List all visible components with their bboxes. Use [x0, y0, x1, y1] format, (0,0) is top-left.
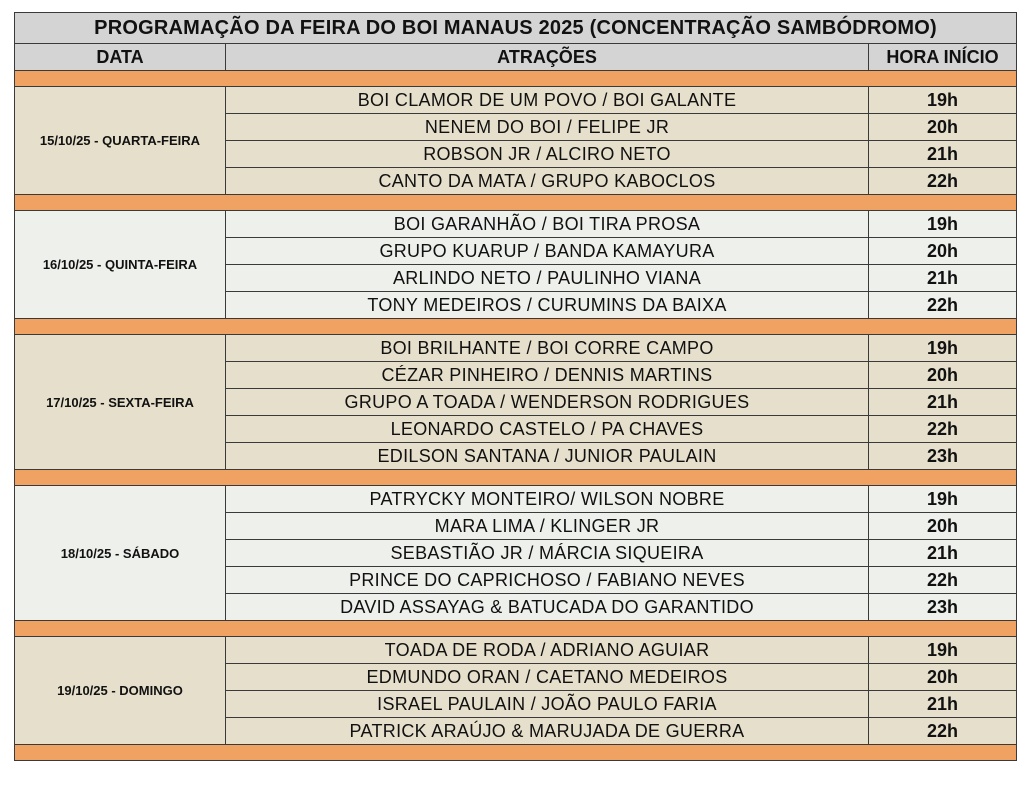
separator-bar: [15, 71, 1017, 87]
start-time-cell: 19h: [869, 211, 1017, 238]
start-time-cell: 19h: [869, 87, 1017, 114]
table-row: [15, 486, 1017, 513]
start-time-cell: 21h: [869, 265, 1017, 292]
attraction-cell: ISRAEL PAULAIN / JOÃO PAULO FARIA: [226, 691, 869, 718]
table-row: [15, 87, 1017, 114]
separator-bar: [15, 319, 1017, 335]
separator-bar: [15, 195, 1017, 211]
attraction-cell: LEONARDO CASTELO / PA CHAVES: [226, 416, 869, 443]
start-time-cell: 19h: [869, 486, 1017, 513]
attraction-cell: PATRICK ARAÚJO & MARUJADA DE GUERRA: [226, 718, 869, 745]
date-cell: 19/10/25 - DOMINGO: [15, 637, 226, 745]
separator-bar: [15, 470, 1017, 486]
start-time-cell: 21h: [869, 389, 1017, 416]
date-cell: 16/10/25 - QUINTA-FEIRA: [15, 211, 226, 319]
start-time-cell: 22h: [869, 718, 1017, 745]
separator-bar: [15, 745, 1017, 761]
separator-row: [15, 319, 1017, 335]
attraction-cell: DAVID ASSAYAG & BATUCADA DO GARANTIDO: [226, 594, 869, 621]
separator-bar: [15, 621, 1017, 637]
attraction-cell: MARA LIMA / KLINGER JR: [226, 513, 869, 540]
page-title: PROGRAMAÇÃO DA FEIRA DO BOI MANAUS 2025 (CONCENTRAÇÃO SAMBÓDROMO): [15, 13, 1017, 44]
schedule-table: [14, 12, 1017, 761]
separator-row: [15, 621, 1017, 637]
start-time-cell: 21h: [869, 540, 1017, 567]
table-row: [15, 335, 1017, 362]
separator-row: [15, 71, 1017, 87]
table-row: [15, 211, 1017, 238]
start-time-cell: 19h: [869, 335, 1017, 362]
start-time-cell: 22h: [869, 168, 1017, 195]
start-time-cell: 22h: [869, 567, 1017, 594]
start-time-cell: 23h: [869, 443, 1017, 470]
column-header-date: DATA: [15, 44, 226, 71]
start-time-cell: 21h: [869, 691, 1017, 718]
attraction-cell: EDMUNDO ORAN / CAETANO MEDEIROS: [226, 664, 869, 691]
attraction-cell: CANTO DA MATA / GRUPO KABOCLOS: [226, 168, 869, 195]
separator-row: [15, 470, 1017, 486]
start-time-cell: 20h: [869, 114, 1017, 141]
attraction-cell: ARLINDO NETO / PAULINHO VIANA: [226, 265, 869, 292]
column-header-attractions: ATRAÇÕES: [226, 44, 869, 71]
attraction-cell: CÉZAR PINHEIRO / DENNIS MARTINS: [226, 362, 869, 389]
separator-row: [15, 745, 1017, 761]
schedule-body: [15, 71, 1017, 761]
date-cell: 17/10/25 - SEXTA-FEIRA: [15, 335, 226, 470]
attraction-cell: PRINCE DO CAPRICHOSO / FABIANO NEVES: [226, 567, 869, 594]
date-cell: 18/10/25 - SÁBADO: [15, 486, 226, 621]
attraction-cell: TONY MEDEIROS / CURUMINS DA BAIXA: [226, 292, 869, 319]
start-time-cell: 20h: [869, 362, 1017, 389]
title-row: [15, 13, 1017, 44]
column-header-row: [15, 44, 1017, 71]
attraction-cell: TOADA DE RODA / ADRIANO AGUIAR: [226, 637, 869, 664]
attraction-cell: PATRYCKY MONTEIRO/ WILSON NOBRE: [226, 486, 869, 513]
attraction-cell: BOI CLAMOR DE UM POVO / BOI GALANTE: [226, 87, 869, 114]
attraction-cell: GRUPO A TOADA / WENDERSON RODRIGUES: [226, 389, 869, 416]
start-time-cell: 22h: [869, 416, 1017, 443]
start-time-cell: 20h: [869, 664, 1017, 691]
date-cell: 15/10/25 - QUARTA-FEIRA: [15, 87, 226, 195]
start-time-cell: 19h: [869, 637, 1017, 664]
start-time-cell: 23h: [869, 594, 1017, 621]
start-time-cell: 21h: [869, 141, 1017, 168]
column-header-start-time: HORA INÍCIO: [869, 44, 1017, 71]
attraction-cell: ROBSON JR / ALCIRO NETO: [226, 141, 869, 168]
start-time-cell: 20h: [869, 513, 1017, 540]
attraction-cell: EDILSON SANTANA / JUNIOR PAULAIN: [226, 443, 869, 470]
attraction-cell: GRUPO KUARUP / BANDA KAMAYURA: [226, 238, 869, 265]
table-row: [15, 637, 1017, 664]
attraction-cell: NENEM DO BOI / FELIPE JR: [226, 114, 869, 141]
attraction-cell: SEBASTIÃO JR / MÁRCIA SIQUEIRA: [226, 540, 869, 567]
attraction-cell: BOI BRILHANTE / BOI CORRE CAMPO: [226, 335, 869, 362]
separator-row: [15, 195, 1017, 211]
schedule-sheet: [14, 12, 1016, 761]
attraction-cell: BOI GARANHÃO / BOI TIRA PROSA: [226, 211, 869, 238]
start-time-cell: 20h: [869, 238, 1017, 265]
start-time-cell: 22h: [869, 292, 1017, 319]
